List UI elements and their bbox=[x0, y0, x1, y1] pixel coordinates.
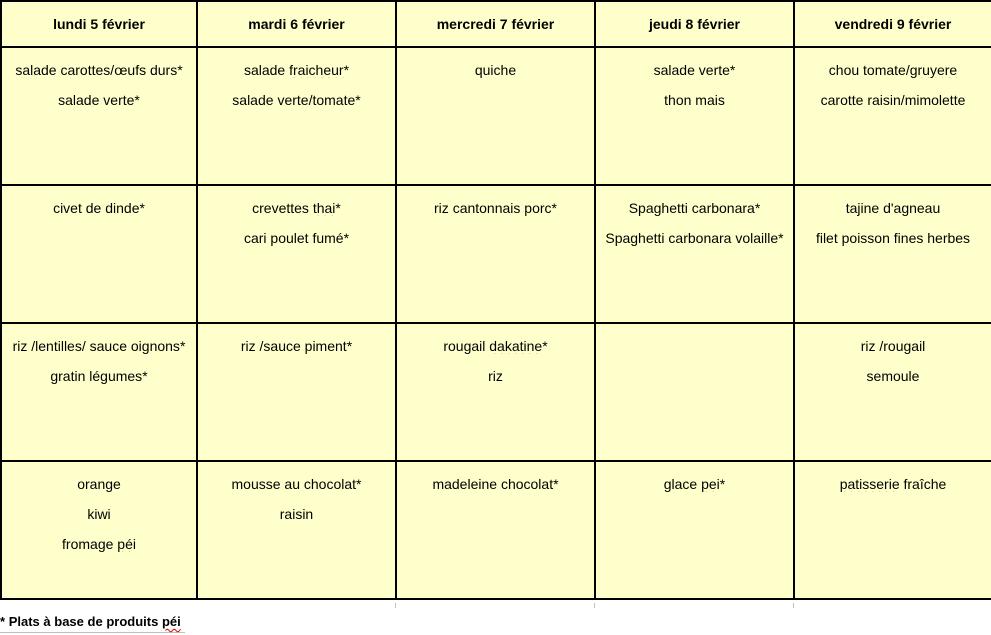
menu-cell bbox=[197, 323, 396, 461]
dish-item: patisserie fraîche bbox=[839, 476, 947, 492]
spellcheck-flag: pei bbox=[701, 476, 720, 492]
spellcheck-flag: fraicheur bbox=[289, 62, 344, 78]
day-header-thursday: jeudi 8 février bbox=[595, 1, 794, 47]
menu-cell bbox=[1, 185, 197, 323]
day-header-row bbox=[1, 1, 991, 47]
dish-item: fromage péi bbox=[62, 536, 136, 552]
dish-item: salade verte* bbox=[653, 62, 736, 78]
menu-cell bbox=[595, 461, 794, 599]
menu-cell bbox=[794, 47, 991, 185]
dish-item: tajine d'agneau bbox=[845, 200, 941, 216]
dish-item: crevettes thai* bbox=[252, 200, 341, 216]
menu-row-desserts bbox=[1, 461, 991, 599]
spellcheck-flag: gruyere bbox=[909, 62, 958, 78]
menu-cell bbox=[197, 461, 396, 599]
sheet-gridline bbox=[594, 603, 595, 608]
menu-cell bbox=[595, 185, 794, 323]
dish-item: riz /rougail bbox=[860, 338, 926, 354]
dish-item: rougail dakatine* bbox=[443, 338, 548, 354]
sheet-gridline bbox=[395, 603, 396, 608]
dish-item: riz cantonnais porc* bbox=[434, 200, 557, 216]
sheet-gridline bbox=[793, 603, 794, 608]
menu-cell-empty bbox=[595, 323, 794, 461]
menu-cell bbox=[396, 185, 595, 323]
menu-cell bbox=[1, 323, 197, 461]
dish-item: thon mais bbox=[664, 92, 725, 108]
dish-item: salade fraicheur* bbox=[243, 62, 350, 78]
spellcheck-flag: patisserie bbox=[839, 476, 900, 492]
menu-cell bbox=[595, 47, 794, 185]
dish-item: riz bbox=[488, 368, 503, 384]
menu-cell bbox=[1, 47, 197, 185]
spellcheck-flag: thai bbox=[312, 200, 336, 216]
dish-item: gratin légumes* bbox=[50, 368, 148, 384]
dish-item: chou tomate/gruyere bbox=[828, 62, 958, 78]
footnote: * Plats à base de produits péi bbox=[0, 614, 185, 633]
dish-item: riz /sauce piment* bbox=[240, 338, 353, 354]
dish-item: civet de dinde* bbox=[53, 200, 145, 216]
menu-cell bbox=[794, 461, 991, 599]
dish-item: glace pei* bbox=[663, 476, 726, 492]
menu-cell bbox=[396, 323, 595, 461]
menu-cell bbox=[794, 323, 991, 461]
dish-item: salade carottes/œufs durs* bbox=[15, 62, 183, 78]
dish-item: filet poisson fines herbes bbox=[815, 230, 971, 246]
dish-item: raisin bbox=[279, 506, 314, 522]
dish-item: semoule bbox=[866, 368, 920, 384]
dish-item: salade verte* bbox=[58, 92, 140, 108]
menu-cell bbox=[1, 461, 197, 599]
dish-item: cari poulet fumé* bbox=[243, 230, 350, 246]
menu-row-plats bbox=[1, 185, 991, 323]
dish-item: riz /lentilles/ sauce oignons* bbox=[12, 338, 186, 354]
dish-item: Spaghetti carbonara* bbox=[628, 200, 761, 216]
menu-cell bbox=[197, 47, 396, 185]
menu-cell bbox=[396, 461, 595, 599]
dish-item: kiwi bbox=[87, 506, 111, 522]
day-header-monday: lundi 5 février bbox=[1, 1, 197, 47]
day-header-tuesday: mardi 6 février bbox=[197, 1, 396, 47]
menu-cell bbox=[396, 47, 595, 185]
day-header-wednesday: mercredi 7 février bbox=[396, 1, 595, 47]
day-header-friday: vendredi 9 février bbox=[794, 1, 991, 47]
spellcheck-flag: péi bbox=[161, 614, 181, 629]
dish-item: salade verte/tomate* bbox=[232, 92, 361, 108]
dish-item: madeleine chocolat* bbox=[432, 476, 559, 492]
dish-item: quiche bbox=[474, 62, 517, 78]
menu-cell bbox=[197, 185, 396, 323]
dish-item: carotte raisin/mimolette bbox=[820, 92, 966, 108]
dish-item: Spaghetti carbonara volaille* bbox=[605, 230, 784, 246]
spellcheck-flag: péi bbox=[117, 536, 136, 552]
menu-cell bbox=[794, 185, 991, 323]
dish-item: orange bbox=[77, 476, 121, 492]
dish-item: mousse au chocolat* bbox=[231, 476, 362, 492]
menu-row-entrees bbox=[1, 47, 991, 185]
menu-row-accompagnements bbox=[1, 323, 991, 461]
spellcheck-flag: dakatine bbox=[489, 338, 543, 354]
